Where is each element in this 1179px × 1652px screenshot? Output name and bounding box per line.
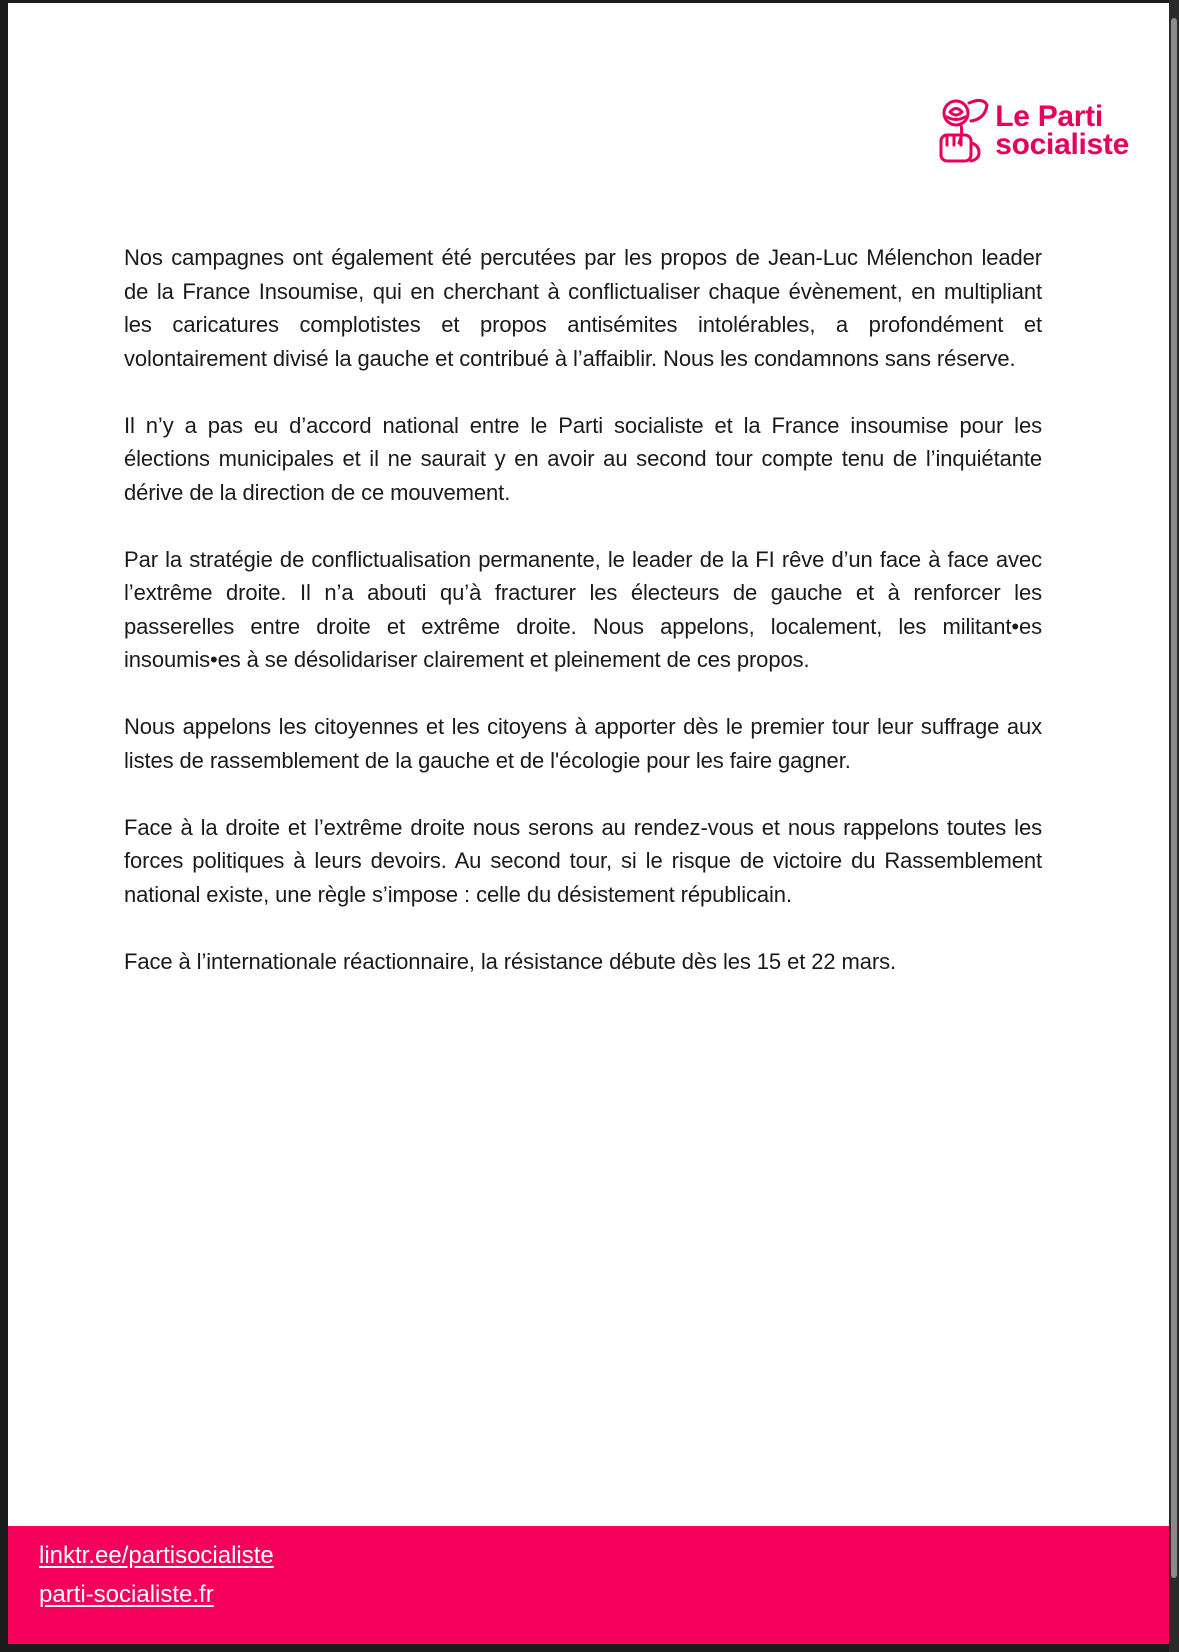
linktree-link[interactable]: linktr.ee/partisocialiste xyxy=(39,1542,274,1569)
rose-fist-icon xyxy=(933,95,991,167)
logo-wordmark xyxy=(995,100,1129,161)
scrollbar-thumb[interactable] xyxy=(1171,18,1177,1578)
footer-bar xyxy=(8,1526,1171,1644)
paragraph: Par la stratégie de conflictualisation permanente, le leader de la FI rêve d’un face à face avec l’extrême droite. Il n’a abouti qu’à fracturer les électeurs de gauche et à renforcer les passerelles entre droite et extrême droite. Nous appelons, localement, les militant•es insoumis•es à se désolidariser clairement et pleinement de ces propos. xyxy=(124,546,1042,672)
paragraph: Face à la droite et l’extrême droite nous serons au rendez-vous et nous rappelons toutes les forces politiques à leurs devoirs. Au second tour, si le risque de victoire du Rassemblement national existe, une règle s’impose : celle du désistement républicain. xyxy=(124,814,1042,907)
paragraph: Il n’y a pas eu d’accord national entre le Parti socialiste et la France insoumise pour les élections municipales et il ne saurait y en avoir au second tour compte tenu de l’inquiétante dérive de la direction de ce mouvement. xyxy=(124,412,1042,505)
logo-line-2: socialiste xyxy=(995,128,1129,161)
paragraph: Nos campagnes ont également été percutées par les propos de Jean-Luc Mélenchon leader de la France Insoumise, qui en cherchant à conflictualiser chaque évènement, en multipliant les caricatures complotistes et propos antisémites intolérables, a profondément et volontairement divisé la gauche et contribué à l’affaiblir. Nous les condamnons sans réserve. xyxy=(124,245,1042,371)
document-page xyxy=(8,3,1171,1644)
scrollbar[interactable] xyxy=(1169,0,1179,1652)
party-logo xyxy=(933,95,1129,167)
paragraph: Face à l’internationale réactionnaire, la résistance débute dès les 15 et 22 mars. xyxy=(124,948,897,974)
paragraph: Nous appelons les citoyennes et les citoyens à apporter dès le premier tour leur suffrage aux listes de rassemblement de la gauche et de l'écologie pour les faire gagner. xyxy=(124,714,1042,773)
statement-body xyxy=(124,241,1042,1012)
website-link[interactable]: parti-socialiste.fr xyxy=(39,1581,214,1608)
logo-line-1: Le Parti xyxy=(995,100,1103,133)
